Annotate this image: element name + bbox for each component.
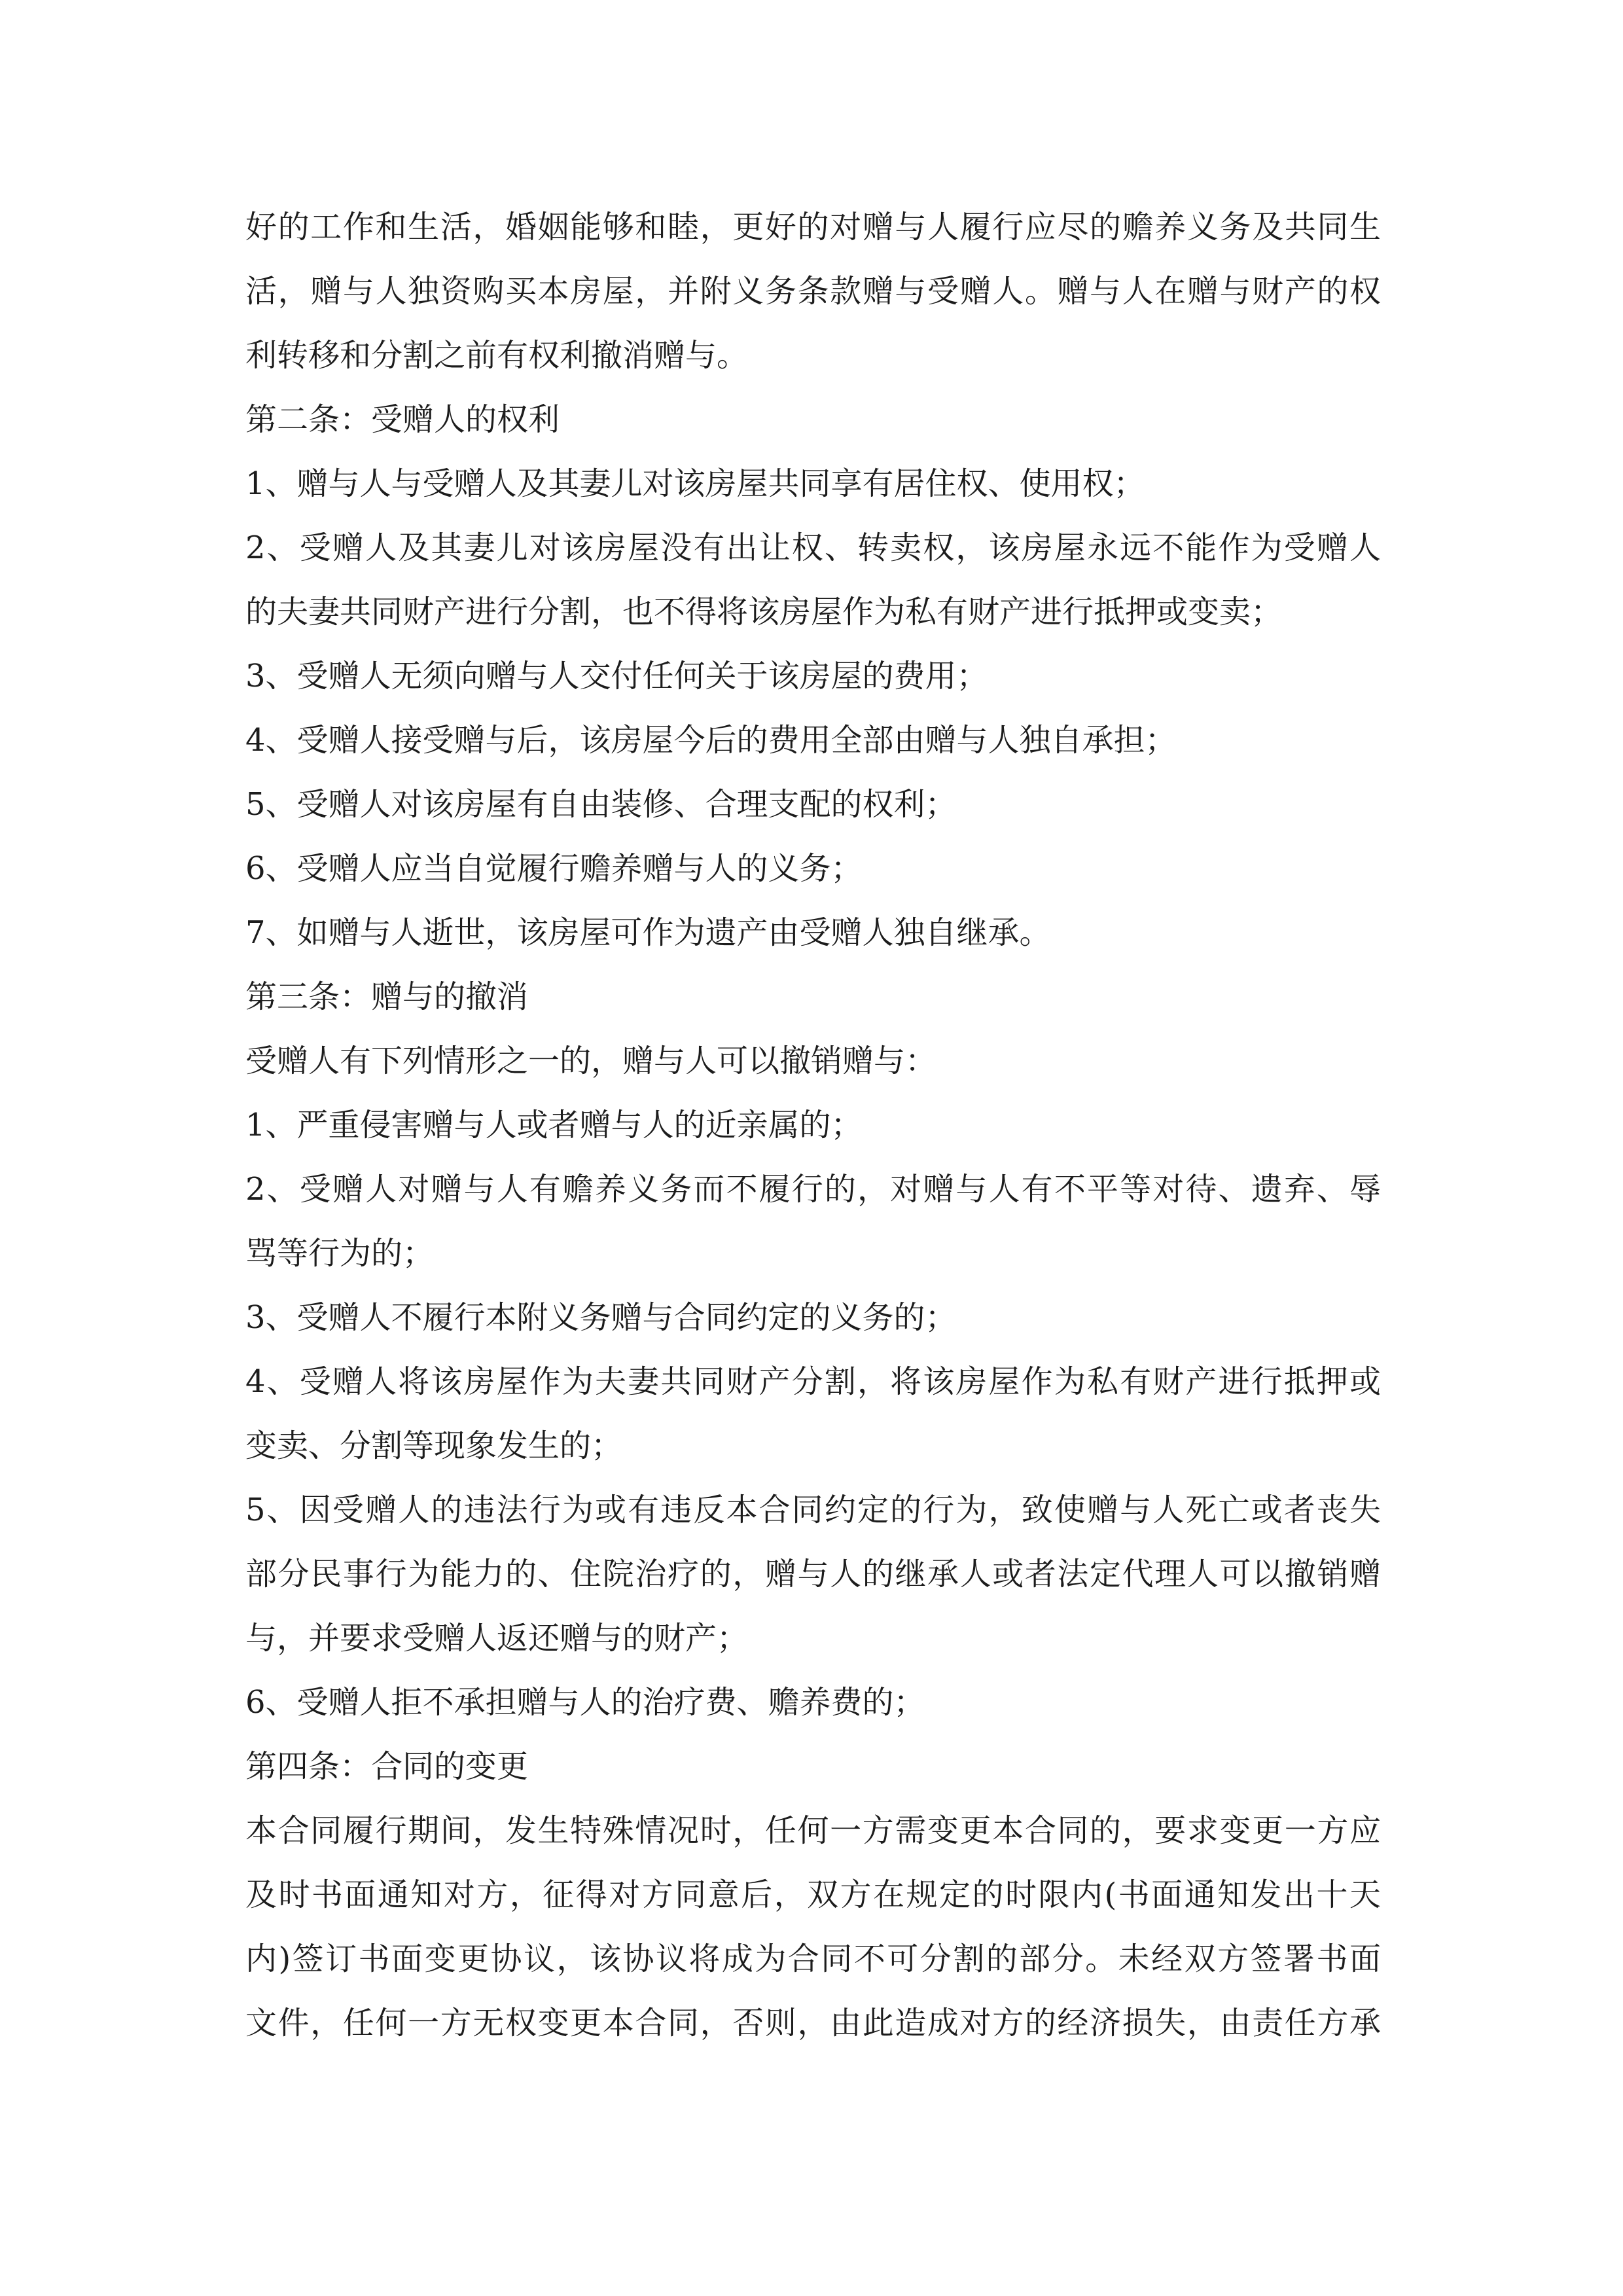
list-item: 4、受赠人将该房屋作为夫妻共同财产分割，将该房屋作为私有财产进行抵押或 — [245, 1363, 1381, 1400]
list-item: 6、受赠人应当自觉履行赡养赠与人的义务； — [245, 850, 863, 887]
paragraph-line: 活，赠与人独资购买本房屋，并附义务条款赠与受赠人。赠与人在赠与财产的权 — [245, 273, 1381, 310]
list-item: 1、赠与人与受赠人及其妻儿对该房屋共同享有居住权、使用权； — [245, 465, 1145, 502]
list-item: 5、因受赠人的违法行为或有违反本合同约定的行为，致使赠与人死亡或者丧失 — [245, 1492, 1381, 1528]
list-item: 1、严重侵害赠与人或者赠与人的近亲属的； — [245, 1107, 863, 1143]
list-item-continuation: 骂等行为的； — [245, 1235, 435, 1272]
list-item: 2、受赠人对赠与人有赡养义务而不履行的，对赠与人有不平等对待、遗弃、辱 — [245, 1171, 1381, 1208]
list-item: 4、受赠人接受赠与后，该房屋今后的费用全部由赠与人独自承担； — [245, 722, 1177, 759]
list-item: 5、受赠人对该房屋有自由装修、合理支配的权利； — [245, 786, 957, 823]
list-item-continuation: 部分民事行为能力的、住院治疗的，赠与人的继承人或者法定代理人可以撤销赠 — [245, 1556, 1381, 1592]
paragraph-line: 文件，任何一方无权变更本合同，否则，由此造成对方的经济损失，由责任方承 — [245, 2005, 1381, 2041]
paragraph-line: 好的工作和生活，婚姻能够和睦，更好的对赠与人履行应尽的赡养义务及共同生 — [245, 209, 1381, 245]
document-body — [245, 195, 1381, 2055]
list-item: 2、受赠人及其妻儿对该房屋没有出让权、转卖权，该房屋永远不能作为受赠人 — [245, 529, 1381, 566]
list-item: 7、如赠与人逝世，该房屋可作为遗产由受赠人独自继承。 — [245, 914, 1051, 951]
paragraph-line: 内)签订书面变更协议，该协议将成为合同不可分割的部分。未经双方签署书面 — [245, 1941, 1381, 1977]
list-item-continuation: 与，并要求受赠人返还赠与的财产； — [245, 1620, 749, 1657]
paragraph-line: 利转移和分割之前有权利撤消赠与。 — [245, 337, 749, 374]
paragraph-line: 本合同履行期间，发生特殊情况时，任何一方需变更本合同的，要求变更一方应 — [245, 1812, 1381, 1849]
section-heading-article-3: 第三条：赠与的撤消 — [245, 978, 529, 1015]
paragraph-line: 受赠人有下列情形之一的，赠与人可以撤销赠与： — [245, 1043, 937, 1079]
list-item-continuation: 变卖、分割等现象发生的； — [245, 1427, 623, 1464]
list-item: 6、受赠人拒不承担赠与人的治疗费、赡养费的； — [245, 1684, 925, 1721]
section-heading-article-2: 第二条：受赠人的权利 — [245, 401, 560, 438]
list-item: 3、受赠人无须向赠与人交付任何关于该房屋的费用； — [245, 658, 988, 694]
list-item: 3、受赠人不履行本附义务赠与合同约定的义务的； — [245, 1299, 957, 1336]
section-heading-article-4: 第四条：合同的变更 — [245, 1748, 529, 1785]
paragraph-line: 及时书面通知对方，征得对方同意后，双方在规定的时限内(书面通知发出十天 — [245, 1876, 1381, 1913]
list-item-continuation: 的夫妻共同财产进行分割，也不得将该房屋作为私有财产进行抵押或变卖； — [245, 594, 1283, 630]
